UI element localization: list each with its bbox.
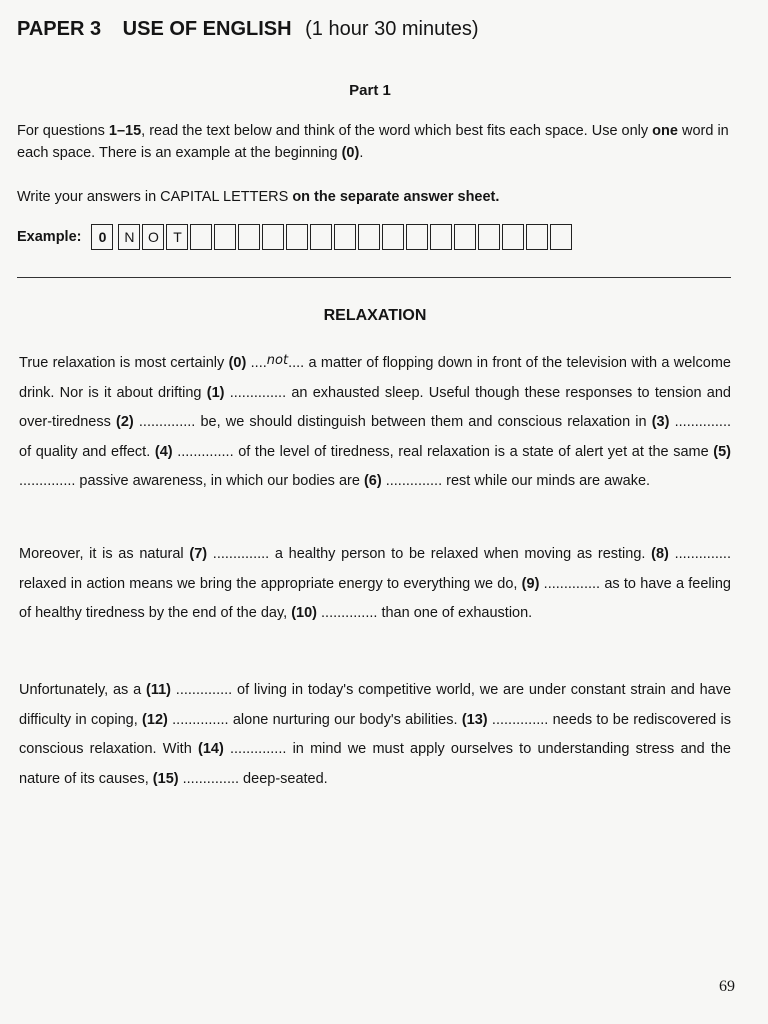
instr-one: one [652,123,678,139]
example-letter-box [334,224,356,250]
gap-number-5: (5) [713,443,732,460]
example-number-box: 0 [91,224,113,250]
example-letter-box: N [118,224,140,250]
text-run: as to have a feeling of healthy tiredness by the end of the day, [19,575,731,621]
example-letter-box: T [166,224,188,250]
gap-14[interactable]: .............. [229,741,287,757]
gap-13[interactable]: .............. [491,711,549,728]
example-letter-box [478,224,500,250]
text-run: relaxed in action means we bring the appropriate energy to everything we do, [19,575,522,592]
gap-15[interactable]: .............. [182,770,240,787]
instructions-answers [17,186,732,208]
example-letter-box [502,224,524,250]
text-run: of the level of tiredness, real relaxation is a state of alert yet at the same [233,443,714,460]
instr-text: word in each space. There is an example at the beginning [17,123,729,161]
paper-number: PAPER 3 [17,18,102,40]
text-run: deep-seated. [239,770,328,787]
paper-duration: (1 hour 30 minutes) [305,18,479,40]
gap-number-3: (3) [651,414,670,430]
instructions-questions [17,120,732,164]
paragraph-3 [19,676,731,794]
example-label: Example: [17,229,82,245]
text-run: an exhausted sleep. Useful though these responses to tension and over-tiredness [19,384,731,430]
gap-number-12: (12) [142,711,168,728]
paper-header [17,18,479,41]
gap-number-10: (10) [291,605,317,621]
text-run: rest while our minds are awake. [442,473,651,489]
gap-7[interactable]: .............. [212,546,270,562]
gap-0-example: ....not.... [250,353,305,371]
gap-number-1: (1) [206,384,225,401]
instr-text: For questions [17,123,109,139]
example-letter-box [550,224,572,250]
text-run: be, we should distinguish between them and conscious relaxation in [195,414,652,430]
instr-zero: (0) [341,145,360,161]
text-run: alone nurturing our body's abilities. [228,711,462,728]
text-run: in mind we must apply ourselves to understanding stress and the nature of its causes, [19,741,731,787]
example-row [17,222,572,252]
example-letter-box [382,224,404,250]
gap-number-9: (9) [521,575,540,592]
example-letter-box [238,224,260,250]
gap-number-15: (15) [152,770,179,787]
gap-10[interactable]: .............. [321,605,378,621]
gap-number-14: (14) [197,741,224,757]
text-run: than one of exhaustion. [377,605,533,621]
divider [17,277,731,278]
example-letter-box [214,224,236,250]
paper-title: USE OF ENGLISH [122,18,292,40]
paragraph-2 [19,540,731,629]
gap-5[interactable]: .............. [19,473,76,489]
example-letter-box [262,224,284,250]
example-letter-box [454,224,476,250]
example-letter-box [526,224,548,250]
example-letter-box: O [142,224,164,250]
gap-number-8: (8) [651,546,669,562]
text-run: of quality and effect. [19,443,155,460]
text-title: RELAXATION [323,307,427,324]
example-letter-box [190,224,212,250]
gap-number-0: (0) [228,355,247,371]
example-letter-box [358,224,380,250]
text-run: Moreover, it is as natural [19,546,190,562]
page-number: 69 [719,978,735,995]
text-run: a healthy person to be relaxed when moving as resting. [269,546,652,562]
example-letter-box [406,224,428,250]
paragraph-1 [19,346,731,497]
text-run: Unfortunately, as a [19,682,146,698]
gap-9[interactable]: .............. [543,575,601,592]
gap-number-6: (6) [363,473,382,489]
text-run: of living in today's competitive world, we are under constant strain and have difficulty in coping, [19,682,732,728]
part-heading: Part 1 [349,82,391,99]
example-letter-box [286,224,308,250]
gap-number-4: (4) [154,443,173,460]
gap-4[interactable]: .............. [177,443,234,460]
gap-number-11: (11) [145,682,171,698]
gap-1[interactable]: .............. [229,384,287,401]
instr-text: . [359,145,364,161]
gap-12[interactable]: .............. [172,711,229,728]
example-answer: not [266,353,289,368]
text-run: True relaxation is most certainly [19,355,229,371]
text-run: a matter of flopping down in front of the television with a welcome drink. Nor is it about drifting [19,355,731,401]
instr-range: 1–15 [108,123,142,139]
gap-number-7: (7) [189,546,208,562]
gap-2[interactable]: .............. [138,414,196,430]
gap-11[interactable]: .............. [175,682,233,698]
gap-number-2: (2) [116,414,134,430]
instr-text: Write your answers in CAPITAL LETTERS [17,189,293,205]
text-run: needs to be rediscovered is conscious relaxation. With [19,711,732,757]
example-letter-box [310,224,332,250]
example-letter-box [430,224,452,250]
gap-3[interactable]: .............. [674,414,732,430]
example-boxes [89,224,572,250]
gap-6[interactable]: .............. [385,473,443,489]
instr-text: , read the text below and think of the word which best fits each space. Use only [141,123,653,139]
gap-8[interactable]: .............. [674,546,731,562]
gap-number-13: (13) [461,711,488,728]
text-run: passive awareness, in which our bodies are [75,473,364,489]
instr-answer-sheet: on the separate answer sheet. [292,189,500,205]
